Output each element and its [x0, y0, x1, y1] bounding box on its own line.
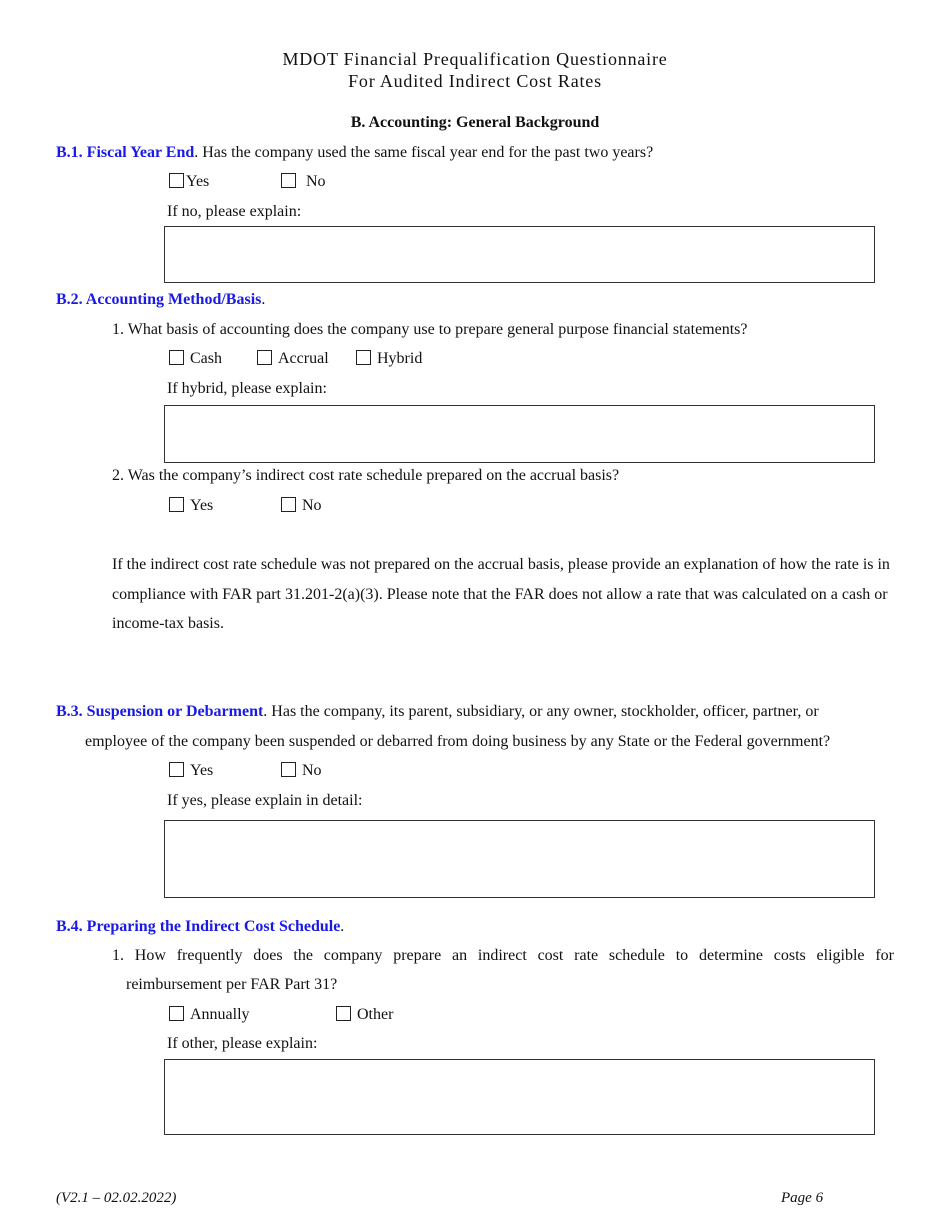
b3-yes-checkbox[interactable]: [169, 762, 184, 777]
b1-yes-label: Yes: [186, 173, 210, 190]
b2-q2: 2. Was the company’s indirect cost rate schedule prepared on the accrual basis?: [112, 467, 620, 484]
document-subtitle: For Audited Indirect Cost Rates: [348, 71, 602, 91]
section-title: B. Accounting: General Background: [350, 114, 600, 131]
b2-q1-options: [169, 350, 422, 368]
b4-annually-checkbox[interactable]: [169, 1006, 184, 1021]
b2-q2-yes-checkbox[interactable]: [169, 497, 184, 512]
b3-question-line2: employee of the company been suspended or debarred from doing business by any State or the Federal government?: [85, 733, 831, 750]
b2-heading: [56, 291, 265, 309]
b1-options: [169, 173, 326, 191]
b4-explain-prompt: If other, please explain:: [167, 1035, 318, 1052]
b1-explain-prompt: If no, please explain:: [167, 203, 302, 220]
b2-accrual-label: Accrual: [278, 350, 329, 367]
b3-no-checkbox[interactable]: [281, 762, 296, 777]
b2-hybrid-label: Hybrid: [377, 350, 423, 367]
b1-no-label: No: [306, 173, 326, 190]
b1-explain-field[interactable]: [164, 226, 875, 283]
footer-version: (V2.1 – 02.02.2022): [56, 1190, 177, 1206]
b2-hybrid-checkbox[interactable]: [356, 350, 371, 365]
b4-label-tail: .: [340, 918, 345, 935]
b1-yes-checkbox[interactable]: [169, 173, 184, 188]
b2-q2-yes-label: Yes: [190, 497, 214, 514]
b4-heading: [56, 918, 344, 936]
b2-cash-label: Cash: [190, 350, 222, 367]
b1-question: [56, 144, 653, 162]
b2-note: If the indirect cost rate schedule was not prepared on the accrual basis, please provide an explanation of how the rate is in compliance with FAR part 31.201-2(a)(3). Please note that the FAR does not allow a rate that was calculated on a cash or income-tax basis.: [112, 556, 890, 632]
b4-q1-line2: reimbursement per FAR Part 31?: [126, 976, 338, 993]
b3-question-text: . Has the company, its parent, subsidiary, or any owner, stockholder, officer, partner, or: [263, 703, 819, 720]
b2-label: B.2. Accounting Method/Basis: [56, 291, 262, 308]
b4-label: B.4. Preparing the Indirect Cost Schedule: [56, 918, 341, 935]
b4-q1-line1: 1. How frequently does the company prepare an indirect cost rate schedule to determine costs eligible for: [112, 947, 894, 964]
footer-page-number: Page 6: [781, 1190, 824, 1206]
b3-label: B.3. Suspension or Debarment: [56, 703, 264, 720]
b4-annually-label: Annually: [190, 1006, 250, 1023]
b3-explain-field[interactable]: [164, 820, 875, 898]
b4-other-label: Other: [357, 1006, 394, 1023]
b2-q2-no-checkbox[interactable]: [281, 497, 296, 512]
b2-explain-prompt: If hybrid, please explain:: [167, 380, 327, 397]
b2-explain-field[interactable]: [164, 405, 875, 463]
b4-other-checkbox[interactable]: [336, 1006, 351, 1021]
b2-label-tail: .: [261, 291, 266, 308]
b3-question: [56, 703, 894, 721]
b2-q1: 1. What basis of accounting does the company use to prepare general purpose financial statements?: [112, 321, 748, 338]
b2-cash-checkbox[interactable]: [169, 350, 184, 365]
b3-no-label: No: [302, 762, 322, 779]
b1-label: B.1. Fiscal Year End: [56, 144, 195, 161]
b4-options: [169, 1006, 393, 1024]
b2-accrual-checkbox[interactable]: [257, 350, 272, 365]
b3-options: [169, 762, 322, 780]
b3-explain-prompt: If yes, please explain in detail:: [167, 792, 363, 809]
b2-q2-options: [169, 497, 322, 515]
b2-q2-no-label: No: [302, 497, 322, 514]
b3-yes-label: Yes: [190, 762, 214, 779]
b1-question-text: . Has the company used the same fiscal year end for the past two years?: [194, 144, 654, 161]
b1-no-checkbox[interactable]: [281, 173, 296, 188]
b4-explain-field[interactable]: [164, 1059, 875, 1135]
document-title: MDOT Financial Prequalification Questionnaire: [282, 49, 668, 69]
